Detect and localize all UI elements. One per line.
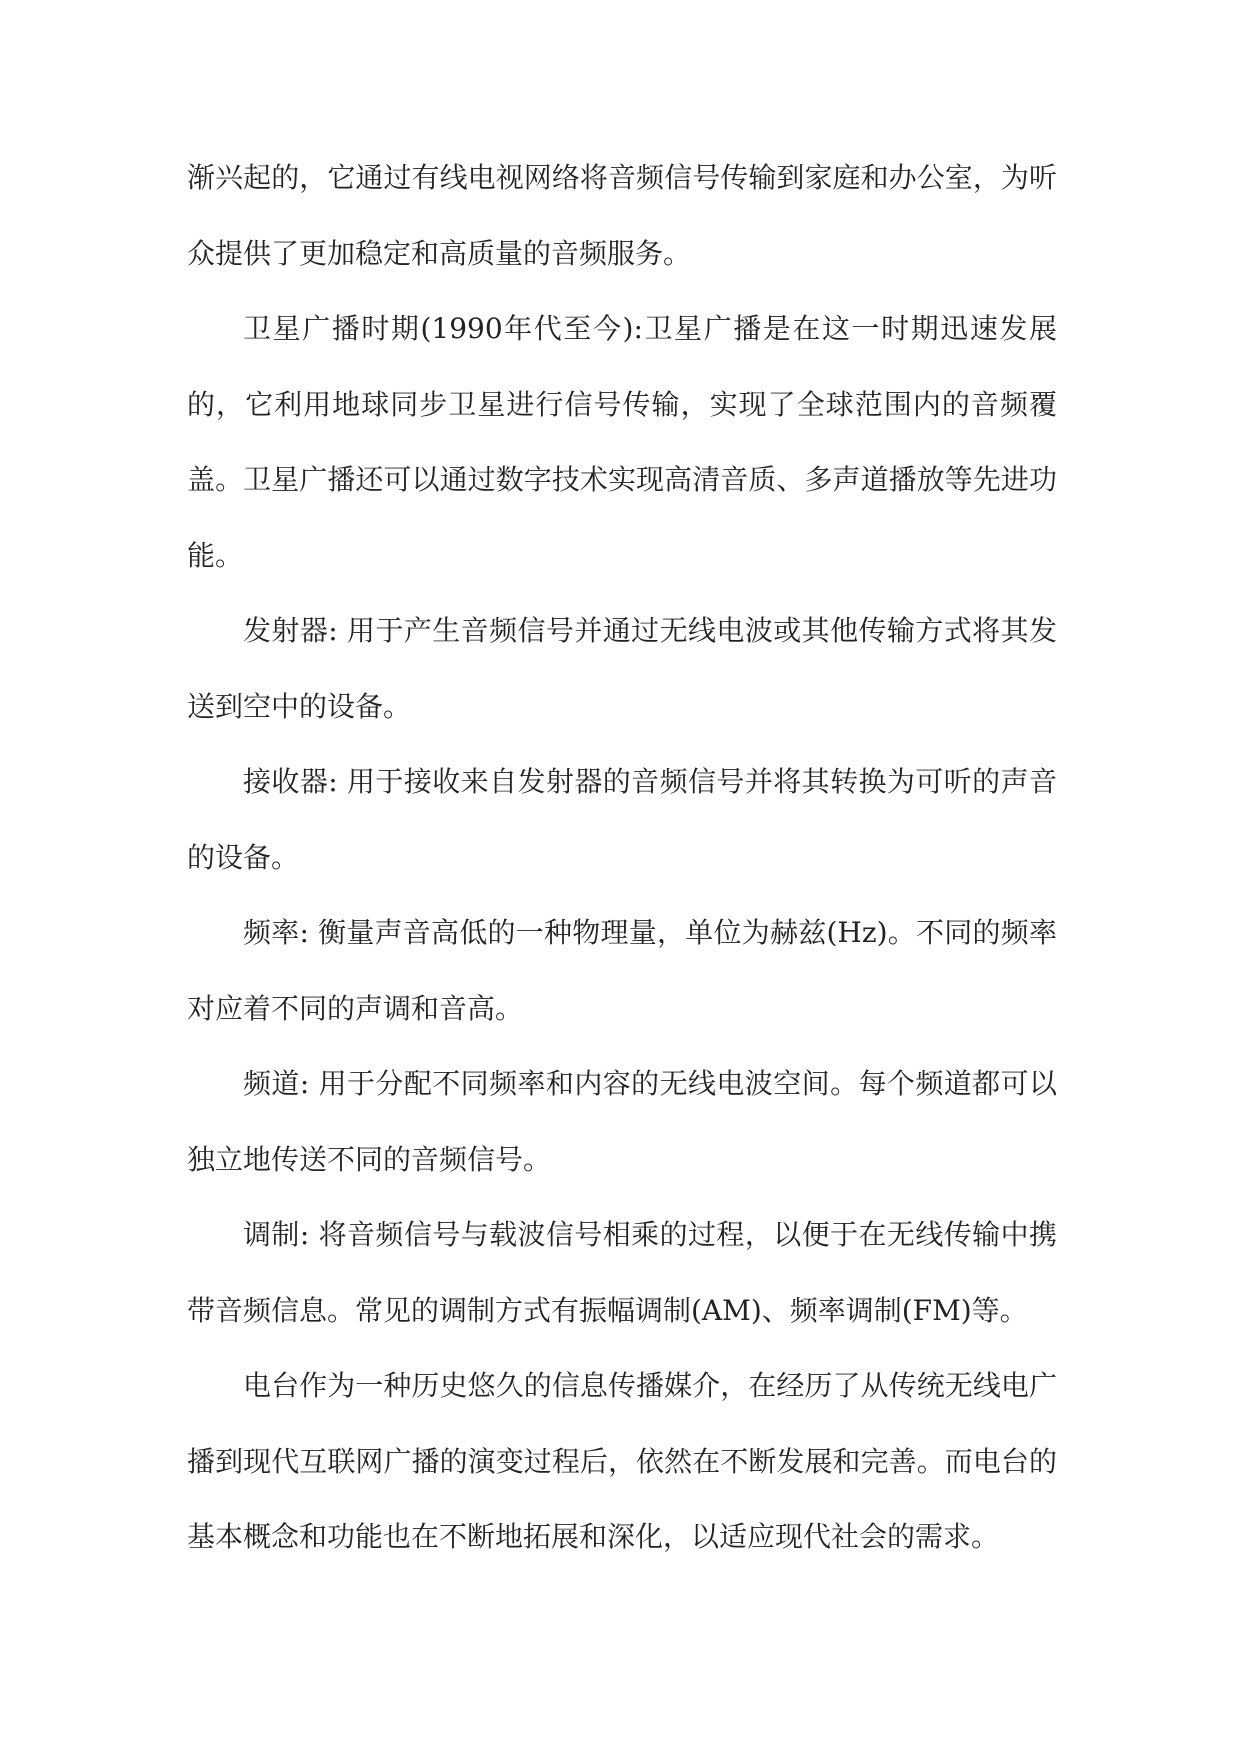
- paragraph-frequency: 频率: 衡量声音高低的一种物理量，单位为赫兹(Hz)。不同的频率对应着不同的声调和音高。: [187, 916, 1057, 1025]
- paragraph-satellite-broadcast: 卫星广播时期(1990年代至今):卫星广播是在这一时期迅速发展的，它利用地球同步卫星进行信号传输，实现了全球范围内的音频覆盖。卫星广播还可以通过数字技术实现高清音质、多声道播放等先进功能。: [187, 312, 1057, 572]
- paragraph-continued: 渐兴起的，它通过有线电视网络将音频信号传输到家庭和办公室，为听众提供了更加稳定和高质量的音频服务。: [187, 161, 1057, 270]
- paragraph-channel: 频道: 用于分配不同频率和内容的无线电波空间。每个频道都可以独立地传送不同的音频信号。: [187, 1067, 1057, 1176]
- paragraph-conclusion: 电台作为一种历史悠久的信息传播媒介，在经历了从传统无线电广播到现代互联网广播的演变过程后，依然在不断发展和完善。而电台的基本概念和功能也在不断地拓展和深化，以适应现代社会的需求。: [187, 1369, 1057, 1553]
- paragraph-receiver: 接收器: 用于接收来自发射器的音频信号并将其转换为可听的声音的设备。: [187, 765, 1057, 874]
- paragraph-transmitter: 发射器: 用于产生音频信号并通过无线电波或其他传输方式将其发送到空中的设备。: [187, 614, 1057, 723]
- document-body: [187, 140, 1057, 1575]
- paragraph-modulation: 调制: 将音频信号与载波信号相乘的过程，以便于在无线传输中携带音频信息。常见的调制方式有振幅调制(AM)、频率调制(FM)等。: [187, 1218, 1057, 1327]
